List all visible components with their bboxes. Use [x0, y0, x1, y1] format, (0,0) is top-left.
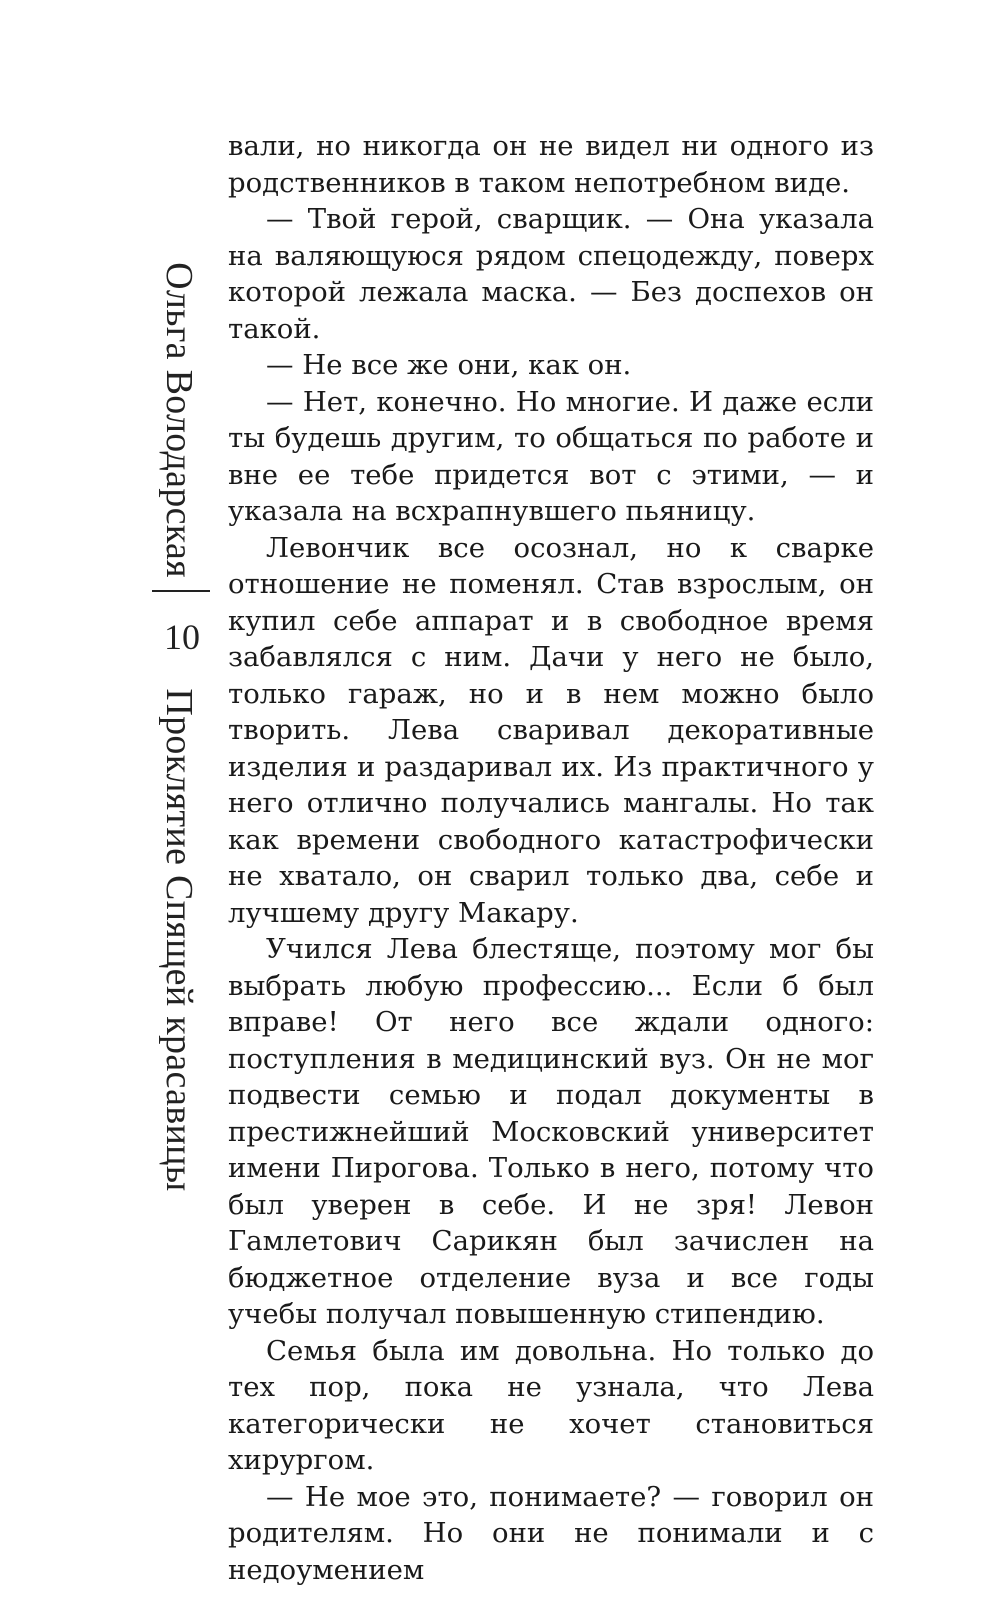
paragraph: вали, но никогда он не видел ни одного из родственников в таком непотребном виде. [228, 130, 874, 199]
running-head-author [144, 250, 214, 590]
paragraph: — Нет, конечно. Но многие. И даже если ты будешь другим, то общаться по работе и вне ее тебе придется вот с этими, — и указала на всхрапнувшего пьяницу. [228, 385, 874, 527]
paragraph: — Твой герой, сварщик. — Она указала на валяющуюся рядом спецодежду, поверх которой лежала маска. — Без доспехов он такой. [228, 203, 874, 345]
paragraph: Левончик все осознал, но к сварке отношение не поменял. Став взрослым, он купил себе аппарат и в свободное время забавлялся с ним. Дачи у него не было, только гараж, но и в нем можно было творить. Лева сваривал декоративные изделия и раздаривал их. Из практичного у него отлично получались мангалы. Но так как времени свободного катастрофически не хватало, он сварил только два, себе и лучшему другу Макару. [228, 531, 874, 929]
paragraph: Учился Лева блестяще, поэтому мог бы выбрать любую профессию... Если б был вправе! От него все ждали одного: поступления в медицинский вуз. Он не мог подвести семью и подал документы в престижнейший Московский университет имени Пирогова. Только в него, потому что был уверен в себе. И не зря! Левон Гамлетович Сарикян был зачислен на бюджетное отделение вуза и все годы учебы получал повышенную стипендию. [228, 933, 874, 1330]
paragraph: Семья была им довольна. Но только до тех пор, пока не узнала, что Лева категорически не хочет становиться хирургом. [228, 1334, 874, 1476]
paragraph: — Не мое это, понимаете? — говорил он родителям. Но они не понимали и с недоумением [228, 1480, 874, 1586]
book-title: Проклятие Спящей красавицы [158, 688, 200, 1192]
author-name: Ольга Володарская [158, 262, 200, 578]
running-head [144, 250, 214, 1190]
running-head-divider [152, 590, 210, 592]
paragraph: — Не все же они, как он. [266, 349, 632, 381]
body-text [228, 128, 874, 1588]
page-number: 10 [164, 617, 200, 657]
running-head-title [144, 690, 214, 1190]
